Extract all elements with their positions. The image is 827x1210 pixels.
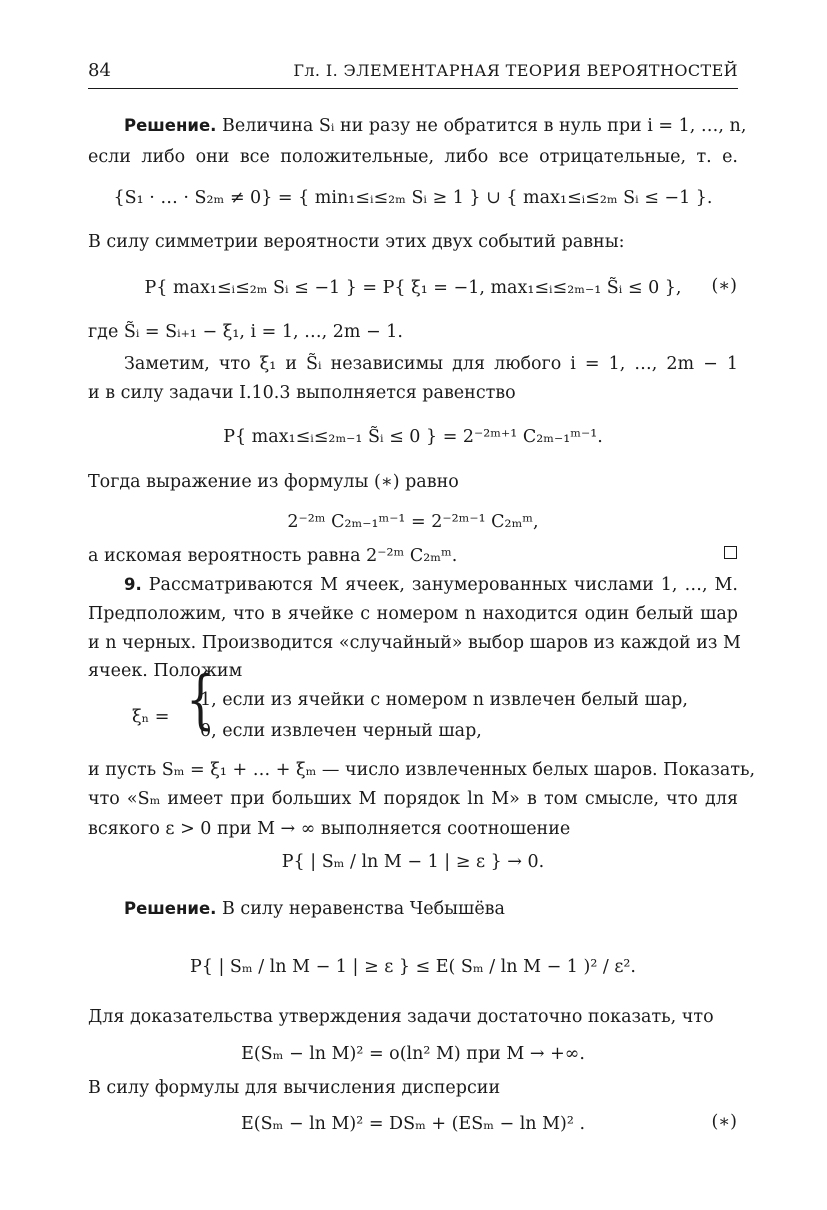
text-line: и пусть Sₘ = ξ₁ + … + ξₘ — число извлеченных белых шаров. Показать,: [88, 760, 756, 780]
solution-label: Решение.: [124, 899, 217, 918]
equation-chebyshev: P{ | Sₘ / ln M − 1 | ≥ ε } ≤ E( Sₘ / ln M − 1 )² / ε².: [190, 957, 636, 977]
text-line: Для доказательства утверждения задачи достаточно показать, что: [88, 1007, 714, 1027]
equation-events: {S₁ · … · S₂ₘ ≠ 0} = { min₁≤ᵢ≤₂ₘ Sᵢ ≥ 1 } ∪ { max₁≤ᵢ≤₂ₘ Sᵢ ≤ −1 }.: [113, 188, 713, 208]
text-line: и n черных. Производится «случайный» выбор шаров из каждой из M: [88, 633, 741, 653]
equation-little-o: E(Sₘ − ln M)² = o(ln² M) при M → +∞.: [241, 1044, 585, 1064]
text-line: если либо они все положительные, либо все отрицательные, т. е.: [88, 147, 738, 167]
xi-definition-label: ξₙ =: [132, 707, 170, 727]
text-line: Заметим, что ξ₁ и S̃ᵢ независимы для любого i = 1, …, 2m − 1: [124, 354, 738, 374]
text-line: и в силу задачи I.10.3 выполняется равенство: [88, 383, 516, 403]
text-line: В силу симметрии вероятности этих двух событий равны:: [88, 232, 625, 252]
problem-number: 9.: [124, 575, 142, 594]
text-line: что «Sₘ имеет при больших M порядок ln M» в том смысле, что для: [88, 789, 738, 809]
qed-square-icon: [724, 546, 737, 559]
running-title: Гл. I. ЭЛЕМЕНТАРНАЯ ТЕОРИЯ ВЕРОЯТНОСТЕЙ: [293, 61, 738, 80]
equation-convergence: P{ | Sₘ / ln M − 1 | ≥ ε } → 0.: [281, 852, 545, 872]
problem-first-line: 9. Рассматриваются M ячеек, занумерованных числами 1, …, M.: [124, 575, 738, 595]
equation-max: P{ max₁≤ᵢ≤₂ₘ₋₁ S̃ᵢ ≤ 0 } = 2⁻²ᵐ⁺¹ C₂ₘ₋₁ᵐ⁻¹.: [223, 427, 603, 447]
text-line: ячеек. Положим: [88, 661, 243, 681]
text-line: где S̃ᵢ = Sᵢ₊₁ − ξ₁, i = 1, …, 2m − 1.: [88, 322, 403, 342]
solution-first-line: Решение. В силу неравенства Чебышёва: [124, 899, 505, 919]
text-line: В силу формулы для вычисления дисперсии: [88, 1078, 501, 1098]
text-line: Предположим, что в ячейке с номером n находится один белый шар: [88, 604, 738, 624]
left-brace: {: [186, 663, 215, 737]
equation-number: (∗): [711, 276, 737, 296]
text-line: Тогда выражение из формулы (∗) равно: [88, 472, 459, 492]
equation-binomial: 2⁻²ᵐ C₂ₘ₋₁ᵐ⁻¹ = 2⁻²ᵐ⁻¹ C₂ₘᵐ,: [287, 512, 539, 532]
text-line: всякого ε > 0 при M → ∞ выполняется соотношение: [88, 819, 571, 839]
equation-variance: E(Sₘ − ln M)² = DSₘ + (ESₘ − ln M)² .: [240, 1114, 586, 1134]
solution-label: Решение.: [124, 116, 217, 135]
solution-first-line: Решение. Величина Sᵢ ни разу не обратится в нуль при i = 1, …, n,: [124, 116, 747, 136]
equation-number: (∗): [711, 1112, 737, 1132]
running-header: [88, 60, 738, 89]
page-number: 84: [88, 60, 111, 81]
case-white: 1, если из ячейки с номером n извлечен белый шар,: [200, 690, 688, 710]
case-black: 0, если извлечен черный шар,: [200, 721, 482, 741]
text-line: а искомая вероятность равна 2⁻²ᵐ C₂ₘᵐ.: [88, 546, 458, 566]
equation-star: P{ max₁≤ᵢ≤₂ₘ Sᵢ ≤ −1 } = P{ ξ₁ = −1, max₁≤ᵢ≤₂ₘ₋₁ S̃ᵢ ≤ 0 },: [144, 278, 682, 298]
